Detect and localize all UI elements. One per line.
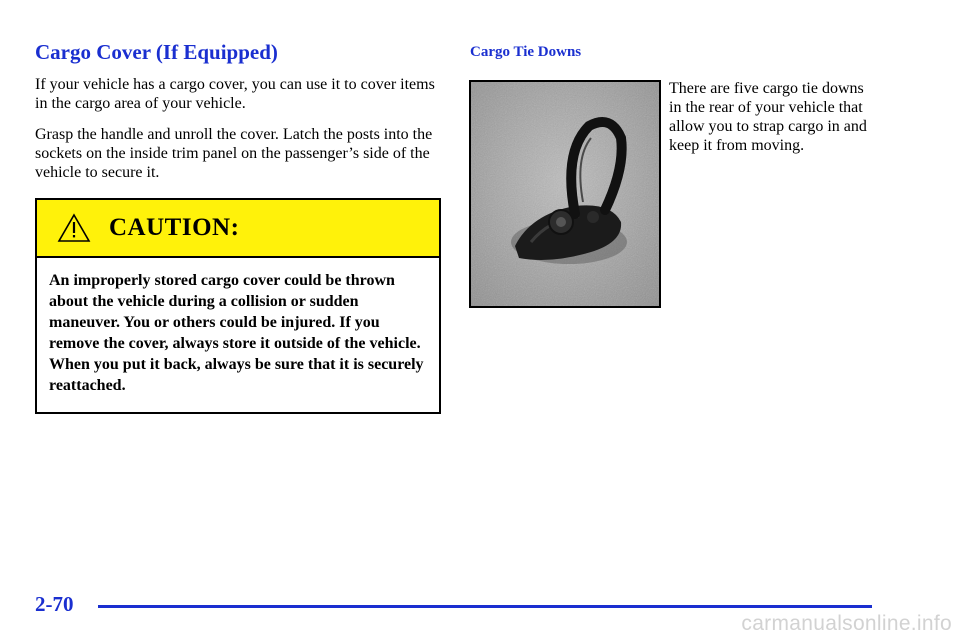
caution-box — [35, 198, 441, 414]
cargo-cover-instructions: Grasp the handle and unroll the cover. Latch the posts into the sockets on the inside trim panel on the passenger’s side of the vehicle to secure it. — [35, 126, 433, 181]
cargo-tie-downs-text: There are five cargo tie downs in the rear of your vehicle that allow you to strap cargo in and keep it from moving. — [669, 80, 867, 154]
warning-triangle-icon — [57, 213, 91, 243]
cargo-cover-intro: If your vehicle has a cargo cover, you can use it to cover items in the cargo area of your vehicle. — [35, 76, 435, 112]
cargo-tie-down-photo — [469, 80, 661, 308]
footer-rule — [98, 605, 872, 608]
caution-text: An improperly stored cargo cover could be thrown about the vehicle during a collision or sudden maneuver. You or others could be injured. If you remove the cover, always store it outside of the vehicle. When you put it back, always be sure that it is securely reattached. — [49, 272, 424, 394]
cargo-tie-downs-heading: Cargo Tie Downs — [470, 44, 582, 60]
caution-label: CAUTION: — [109, 214, 240, 241]
caution-header — [37, 200, 439, 258]
watermark: carmanualsonline.info — [741, 612, 952, 635]
left-column — [35, 40, 441, 194]
page-number: 2-70 — [35, 592, 74, 616]
cargo-cover-heading: Cargo Cover (If Equipped) — [35, 40, 278, 64]
